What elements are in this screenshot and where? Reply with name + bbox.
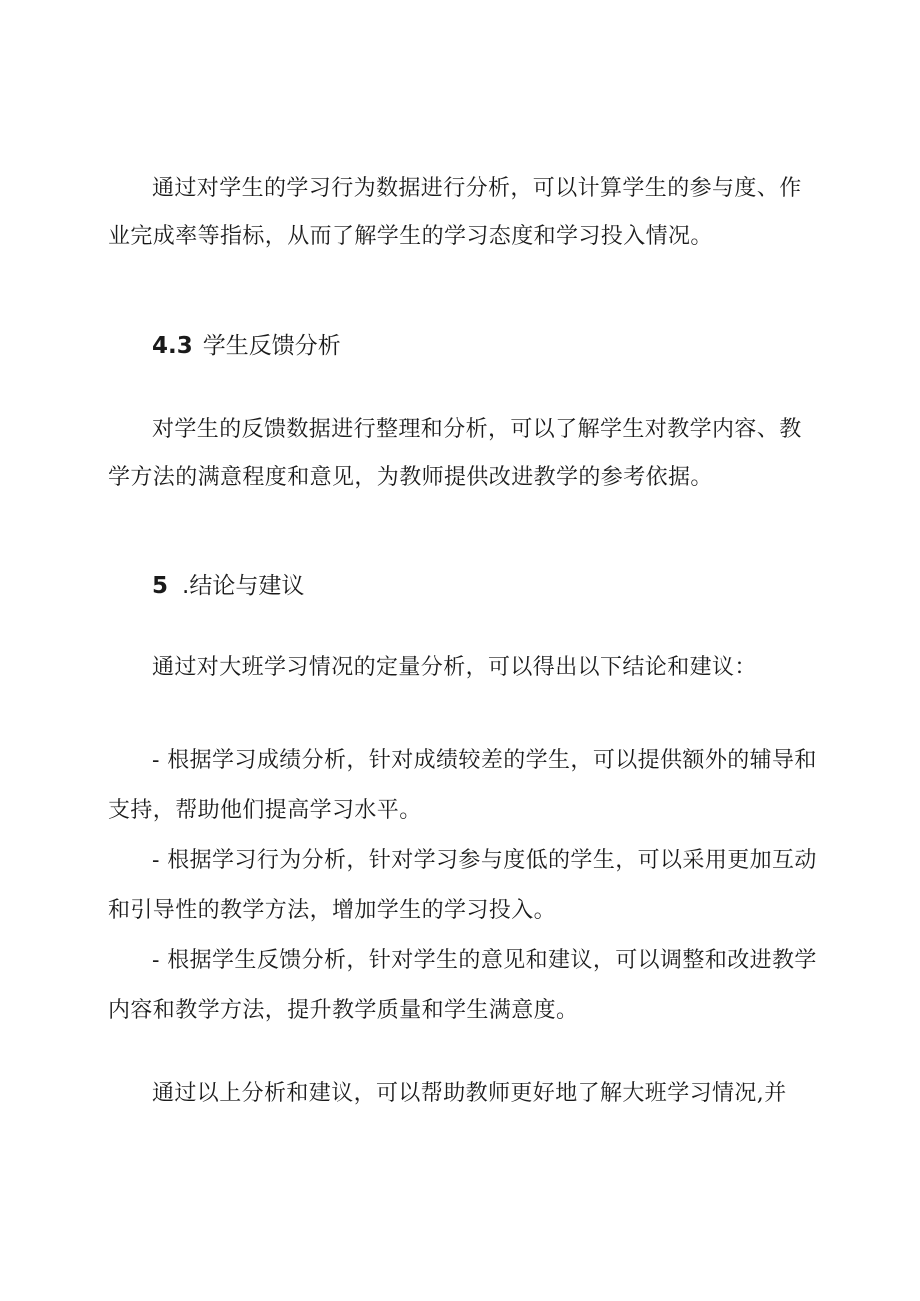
paragraph-text: 通过对学生的学习行为数据进行分析，可以计算学生的参与度、作业完成率等指标，从而了解学生的学习态度和学习投入情况。	[108, 176, 802, 249]
section-heading	[108, 566, 820, 606]
section-number: 4.3	[152, 333, 193, 359]
section-heading-5	[108, 566, 820, 606]
section-heading-4-3	[108, 326, 820, 366]
paragraph-conclusion-intro	[108, 644, 820, 692]
paragraph-behavior-analysis	[108, 165, 820, 261]
paragraph-feedback-analysis	[108, 406, 820, 502]
section-heading	[108, 326, 820, 366]
paragraph-text: 通过对大班学习情况的定量分析，可以得出以下结论和建议：	[152, 655, 757, 680]
section-title: 学生反馈分析	[202, 333, 341, 359]
list-item: - 根据学生反馈分析，针对学生的意见和建议，可以调整和改进教学内容和教学方法，提升教学质量和学生满意度。	[108, 948, 817, 1023]
list-item: - 根据学习成绩分析，针对成绩较差的学生，可以提供额外的辅导和支持，帮助他们提高学习水平。	[108, 748, 817, 823]
paragraph-text: 通过以上分析和建议，可以帮助教师更好地了解大班学习情况,并	[152, 1081, 787, 1106]
section-title: .结论与建议	[182, 573, 305, 599]
recommendation-list	[108, 736, 820, 1036]
list-item: - 根据学习行为分析，针对学习参与度低的学生，可以采用更加互动和引导性的教学方法，增加学生的学习投入。	[108, 848, 817, 923]
section-number: 5	[152, 573, 169, 599]
paragraph-closing	[108, 1070, 820, 1118]
paragraph-text: 对学生的反馈数据进行整理和分析，可以了解学生对教学内容、教学方法的满意程度和意见，为教师提供改进教学的参考依据。	[108, 417, 802, 490]
